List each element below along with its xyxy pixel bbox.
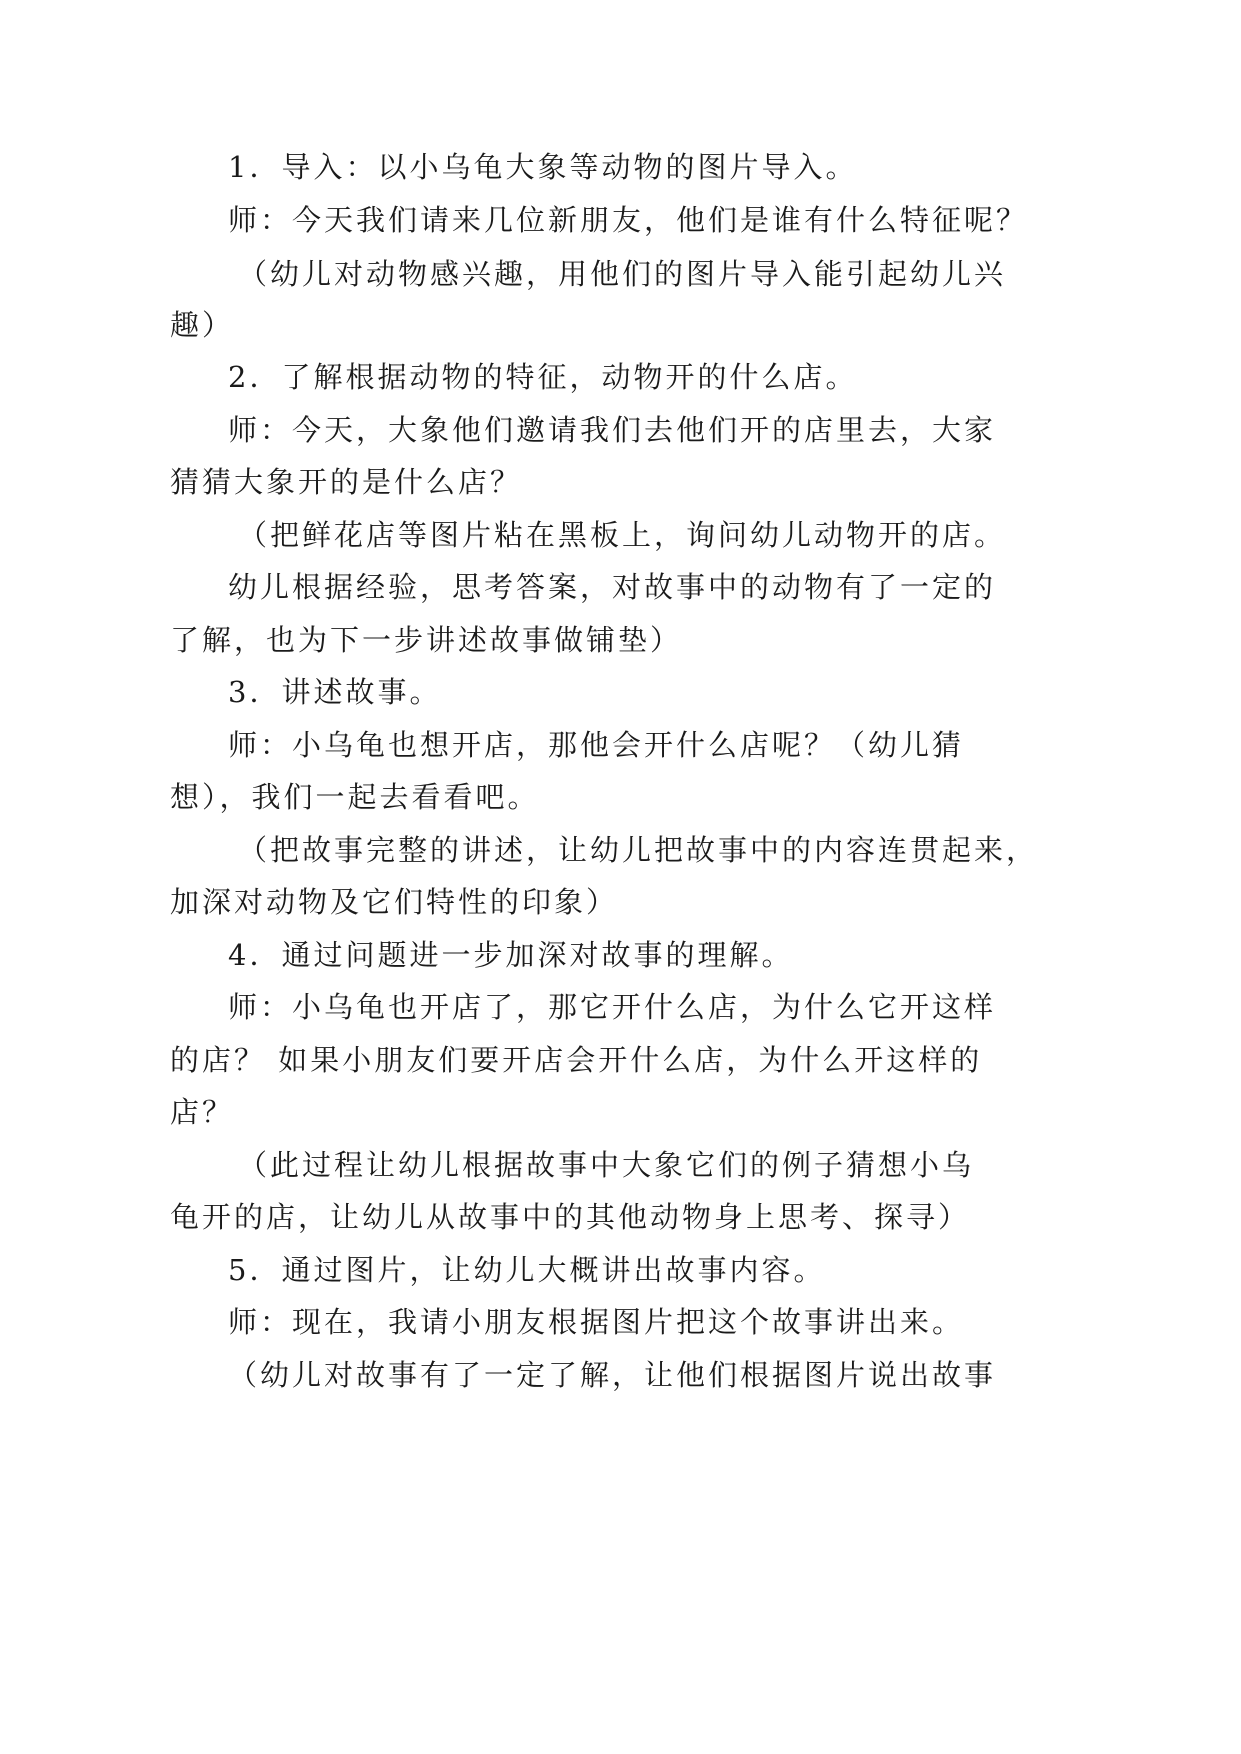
text-line: 龟开的店，让幼儿从故事中的其他动物身上思考、探寻） (170, 1200, 971, 1234)
text-line: （幼儿对故事有了一定了解，让他们根据图片说出故事 (228, 1358, 997, 1392)
text-line: （把故事完整的讲述，让幼儿把故事中的内容连贯起来， (238, 833, 1039, 867)
text-line: 猜猜大象开的是什么店？ (170, 465, 523, 499)
text-line: 师：今天，大象他们邀请我们去他们开的店里去，大家 (228, 413, 997, 447)
text-line: 3．讲述故事。 (228, 675, 442, 709)
text-line: （此过程让幼儿根据故事中大象它们的例子猜想小乌 (238, 1148, 975, 1182)
text-line: 4．通过问题进一步加深对故事的理解。 (228, 938, 794, 972)
text-line: 幼儿根据经验，思考答案，对故事中的动物有了一定的 (228, 570, 997, 604)
text-line: 1．导入：以小乌龟大象等动物的图片导入。 (228, 150, 858, 184)
text-line: 的店？ 如果小朋友们要开店会开什么店，为什么开这样的 (170, 1043, 983, 1077)
text-line: （幼儿对动物感兴趣，用他们的图片导入能引起幼儿兴 (238, 257, 1007, 291)
text-line: 趣） (170, 308, 235, 342)
text-line: 店？ (170, 1095, 235, 1129)
text-line: 想），我们一起去看看吧。 (170, 780, 540, 814)
text-line: 师：小乌龟也开店了，那它开什么店，为什么它开这样 (228, 990, 997, 1024)
text-line: 师：小乌龟也想开店，那他会开什么店呢？（幼儿猜 (228, 728, 965, 762)
text-line: 2．了解根据动物的特征，动物开的什么店。 (228, 360, 858, 394)
text-line: （把鲜花店等图片粘在黑板上，询问幼儿动物开的店。 (238, 518, 1007, 552)
text-line: 了解，也为下一步讲述故事做铺垫） (170, 623, 683, 657)
text-line: 加深对动物及它们特性的印象） (170, 885, 619, 919)
text-line: 5．通过图片，让幼儿大概讲出故事内容。 (228, 1253, 826, 1287)
text-line: 师：现在，我请小朋友根据图片把这个故事讲出来。 (228, 1305, 965, 1339)
text-line: 师：今天我们请来几位新朋友，他们是谁有什么特征呢？ (228, 203, 1029, 237)
